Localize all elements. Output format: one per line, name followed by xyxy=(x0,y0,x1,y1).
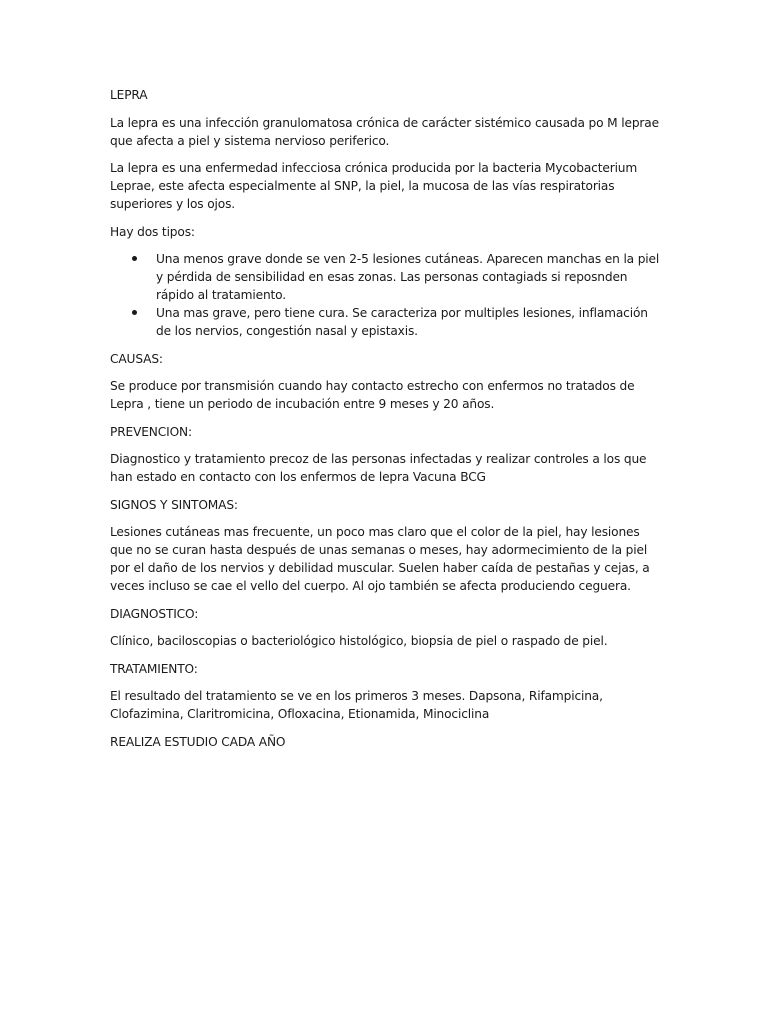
section-heading-prevencion: PREVENCION: xyxy=(110,424,192,439)
types-list xyxy=(110,250,662,340)
section-heading-tratamiento: TRATAMIENTO: xyxy=(110,661,198,676)
section-body-causas: Se produce por transmisión cuando hay contacto estrecho con enfermos no tratados de Lepra , tiene un periodo de incubación entre 9 meses y 20 años. xyxy=(110,379,635,411)
intro-paragraph: La lepra es una infección granulomatosa crónica de carácter sistémico causada po M leprae que afecta a piel y sistema nervioso periferico. xyxy=(110,115,659,148)
section-body-signos: Lesiones cutáneas mas frecuente, un poco mas claro que el color de la piel, hay lesiones que no se curan hasta después de unas semanas o meses, hay adormecimiento de la piel por el daño de los nervios y debilidad muscular. Suelen haber caída de pestañas y cejas, a veces incluso se cae el vello del cuerpo. Al ojo también se afecta produciendo ceguera. xyxy=(110,525,650,593)
list-item xyxy=(110,250,662,304)
section-body-diagnostico: Clínico, baciloscopias o bacteriológico histológico, biopsia de piel o raspado de piel. xyxy=(110,634,608,648)
section-heading-diagnostico: DIAGNOSTICO: xyxy=(110,606,199,621)
section-body-prevencion: Diagnostico y tratamiento precoz de las personas infectadas y realizar controles a los que han estado en contacto con los enfermos de lepra Vacuna BCG xyxy=(110,452,647,484)
list-item-text: Una mas grave, pero tiene cura. Se caracteriza por multiples lesiones, inflamación de los nervios, congestión nasal y epistaxis. xyxy=(156,306,648,338)
section-heading-causas: CAUSAS: xyxy=(110,351,163,366)
section-heading-signos: SIGNOS Y SINTOMAS: xyxy=(110,497,238,512)
list-item-text: Una menos grave donde se ven 2-5 lesiones cutáneas. Aparecen manchas en la piel y pérdida de sensibilidad en esas zonas. Las personas contagiads si reposnden rápido al tratamiento. xyxy=(156,252,660,302)
section-body-tratamiento: El resultado del tratamiento se ve en los primeros 3 meses. Dapsona, Rifampicina, Clofazimina, Claritromicina, Ofloxacina, Etionamida, Minociclina xyxy=(110,689,603,721)
document-title: LEPRA xyxy=(110,88,148,102)
closing-line: REALIZA ESTUDIO CADA AÑO xyxy=(110,734,286,749)
list-item xyxy=(110,304,662,340)
intro-paragraph: La lepra es una enfermedad infecciosa crónica producida por la bacteria Mycobacterium Leprae, este afecta especialmente al SNP, la piel, la mucosa de las vías respiratorias superiores y los ojos. xyxy=(110,161,638,211)
bullet-icon xyxy=(132,256,137,261)
types-heading: Hay dos tipos: xyxy=(110,224,195,239)
document-body xyxy=(110,86,662,760)
bullet-icon xyxy=(132,310,137,315)
